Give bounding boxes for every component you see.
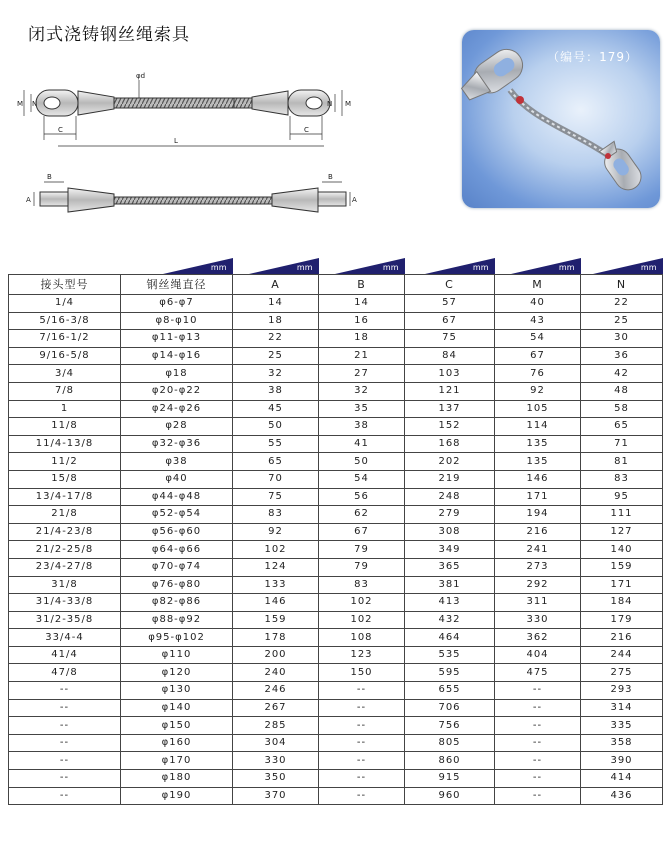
dim-m-right: M [345, 100, 352, 108]
table-cell: φ24-φ26 [121, 400, 233, 418]
table-cell: 18 [233, 312, 319, 330]
table-cell: φ88-φ92 [121, 611, 233, 629]
table-cell: 292 [495, 576, 581, 594]
table-cell: 50 [319, 453, 405, 471]
table-cell: 159 [581, 558, 663, 576]
table-cell: 432 [405, 611, 495, 629]
table-cell: 3/4 [9, 365, 121, 383]
table-cell: 595 [405, 664, 495, 682]
table-cell: 121 [405, 382, 495, 400]
table-cell: -- [495, 717, 581, 735]
table-cell: 1/4 [9, 295, 121, 313]
table-cell: 273 [495, 558, 581, 576]
table-row [9, 664, 663, 682]
table-row [9, 523, 663, 541]
table-cell: -- [319, 770, 405, 788]
table-cell: 67 [405, 312, 495, 330]
table-cell: 960 [405, 787, 495, 805]
dim-c-left: C [58, 126, 63, 134]
table-row [9, 295, 663, 313]
table-cell: φ56-φ60 [121, 523, 233, 541]
table-cell: 21/4-23/8 [9, 523, 121, 541]
table-cell: φ150 [121, 717, 233, 735]
table-cell: φ190 [121, 787, 233, 805]
table-cell: 335 [581, 717, 663, 735]
table-cell: 5/16-3/8 [9, 312, 121, 330]
table-cell: 31/2-35/8 [9, 611, 121, 629]
table-cell: 246 [233, 682, 319, 700]
table-cell: 349 [405, 541, 495, 559]
header-cell: A [233, 275, 319, 295]
table-cell: 92 [495, 382, 581, 400]
table-cell: φ11-φ13 [121, 330, 233, 348]
table-cell: 241 [495, 541, 581, 559]
table-cell: 248 [405, 488, 495, 506]
dim-n-left: N [32, 100, 38, 108]
dim-m-left: M [17, 100, 24, 108]
table-cell: φ140 [121, 699, 233, 717]
dim-a-left: A [26, 196, 31, 204]
dim-a-right: A [352, 196, 357, 204]
table-cell: 95 [581, 488, 663, 506]
page-title: 闭式浇铸钢丝绳索具 [28, 25, 190, 45]
table-cell: 56 [319, 488, 405, 506]
table-cell: 42 [581, 365, 663, 383]
table-cell: -- [9, 752, 121, 770]
table-cell: 18 [319, 330, 405, 348]
table-row [9, 699, 663, 717]
spec-table [8, 256, 663, 805]
table-cell: 304 [233, 734, 319, 752]
table-cell: 83 [319, 576, 405, 594]
table-cell: -- [319, 717, 405, 735]
table-cell: 413 [405, 594, 495, 612]
table-cell: φ52-φ54 [121, 506, 233, 524]
table-row [9, 541, 663, 559]
table-cell: 330 [495, 611, 581, 629]
table-cell: 370 [233, 787, 319, 805]
table-cell: -- [9, 682, 121, 700]
dim-l: L [174, 137, 178, 145]
table-cell: -- [319, 682, 405, 700]
table-cell: 62 [319, 506, 405, 524]
table-row [9, 770, 663, 788]
table-cell: -- [9, 717, 121, 735]
table-cell: -- [319, 787, 405, 805]
table-row [9, 365, 663, 383]
table-cell: 92 [233, 523, 319, 541]
table-row [9, 347, 663, 365]
table-cell: 330 [233, 752, 319, 770]
table-cell: 114 [495, 418, 581, 436]
table-cell: -- [9, 734, 121, 752]
table-cell: φ20-φ22 [121, 382, 233, 400]
table-cell: 133 [233, 576, 319, 594]
table-cell: φ70-φ74 [121, 558, 233, 576]
table-header-row [9, 275, 663, 295]
table-cell: φ130 [121, 682, 233, 700]
table-cell: 48 [581, 382, 663, 400]
table-cell: 35 [319, 400, 405, 418]
table-cell: 40 [495, 295, 581, 313]
table-cell: φ40 [121, 470, 233, 488]
table-cell: 41 [319, 435, 405, 453]
table-cell: φ180 [121, 770, 233, 788]
table-cell: 381 [405, 576, 495, 594]
table-cell: 70 [233, 470, 319, 488]
table-cell: 25 [581, 312, 663, 330]
table-cell: 11/8 [9, 418, 121, 436]
table-cell: 22 [233, 330, 319, 348]
table-cell: 756 [405, 717, 495, 735]
table-cell: 314 [581, 699, 663, 717]
table-cell: 54 [495, 330, 581, 348]
table-cell: 79 [319, 558, 405, 576]
table-cell: 168 [405, 435, 495, 453]
table-cell: 21/8 [9, 506, 121, 524]
table-cell: 57 [405, 295, 495, 313]
table-cell: 79 [319, 541, 405, 559]
table-cell: 50 [233, 418, 319, 436]
table-cell: 216 [495, 523, 581, 541]
dim-c-right: C [304, 126, 309, 134]
table-cell: 706 [405, 699, 495, 717]
table-cell: 159 [233, 611, 319, 629]
table-row [9, 506, 663, 524]
table-cell: 860 [405, 752, 495, 770]
table-cell: 535 [405, 646, 495, 664]
table-cell: -- [319, 734, 405, 752]
table-cell: 38 [319, 418, 405, 436]
table-row [9, 453, 663, 471]
table-cell: 31/8 [9, 576, 121, 594]
table-cell: 23/4-27/8 [9, 558, 121, 576]
table-cell: 58 [581, 400, 663, 418]
unit-label: mm [382, 263, 399, 272]
table-cell: 47/8 [9, 664, 121, 682]
table-cell: 805 [405, 734, 495, 752]
table-row [9, 576, 663, 594]
table-cell: 25 [233, 347, 319, 365]
table-row [9, 752, 663, 770]
table-cell: 75 [405, 330, 495, 348]
table-row [9, 312, 663, 330]
table-cell: -- [319, 752, 405, 770]
table-cell: 200 [233, 646, 319, 664]
table-cell: 240 [233, 664, 319, 682]
table-cell: 279 [405, 506, 495, 524]
table-cell: 184 [581, 594, 663, 612]
table-cell: 390 [581, 752, 663, 770]
table-cell: 202 [405, 453, 495, 471]
table-cell: 285 [233, 717, 319, 735]
table-cell: 15/8 [9, 470, 121, 488]
table-cell: 83 [233, 506, 319, 524]
unit-label: mm [210, 263, 227, 272]
unit-label: mm [472, 263, 489, 272]
table-cell: -- [495, 699, 581, 717]
table-cell: φ14-φ16 [121, 347, 233, 365]
table-cell: 171 [581, 576, 663, 594]
table-cell: 308 [405, 523, 495, 541]
table-cell: 179 [581, 611, 663, 629]
table-row [9, 682, 663, 700]
unit-label: mm [296, 263, 313, 272]
unit-row [9, 256, 663, 275]
table-cell: 293 [581, 682, 663, 700]
table-cell: 30 [581, 330, 663, 348]
top-view [36, 90, 333, 116]
table-cell: 21 [319, 347, 405, 365]
table-cell: φ76-φ80 [121, 576, 233, 594]
table-cell: 32 [319, 382, 405, 400]
table-cell: 16 [319, 312, 405, 330]
table-cell: φ44-φ48 [121, 488, 233, 506]
table-cell: 150 [319, 664, 405, 682]
table-cell: 102 [233, 541, 319, 559]
table-cell: -- [495, 770, 581, 788]
header-cell: N [581, 275, 663, 295]
table-cell: φ32-φ36 [121, 435, 233, 453]
table-cell: 146 [233, 594, 319, 612]
table-cell: 127 [581, 523, 663, 541]
table-cell: 14 [319, 295, 405, 313]
table-cell: 22 [581, 295, 663, 313]
photo-code: （编号：179） [547, 50, 638, 64]
socket-drawing [14, 64, 357, 224]
table-cell: 9/16-5/8 [9, 347, 121, 365]
table-cell: 76 [495, 365, 581, 383]
table-cell: 1 [9, 400, 121, 418]
table-cell: -- [9, 770, 121, 788]
table-cell: -- [9, 699, 121, 717]
table-cell: 404 [495, 646, 581, 664]
table-row [9, 330, 663, 348]
header-cell: M [495, 275, 581, 295]
table-cell: 67 [495, 347, 581, 365]
table-row [9, 382, 663, 400]
table-row [9, 488, 663, 506]
table-cell: 124 [233, 558, 319, 576]
table-cell: 102 [319, 611, 405, 629]
unit-label: mm [558, 263, 575, 272]
header-cell: 钢丝绳直径 [121, 275, 233, 295]
table-cell: 7/16-1/2 [9, 330, 121, 348]
table-row [9, 594, 663, 612]
table-row [9, 717, 663, 735]
table-cell: 32 [233, 365, 319, 383]
table-cell: 38 [233, 382, 319, 400]
table-cell: φ95-φ102 [121, 629, 233, 647]
table-cell: -- [319, 699, 405, 717]
table-cell: 275 [581, 664, 663, 682]
table-cell: 108 [319, 629, 405, 647]
table-cell: 55 [233, 435, 319, 453]
table-row [9, 646, 663, 664]
table-cell: 103 [405, 365, 495, 383]
dim-n-right: N [327, 100, 333, 108]
table-cell: 267 [233, 699, 319, 717]
table-cell: 464 [405, 629, 495, 647]
table-cell: 123 [319, 646, 405, 664]
table-cell: φ18 [121, 365, 233, 383]
header-cell: C [405, 275, 495, 295]
table-cell: 7/8 [9, 382, 121, 400]
table-cell: φ110 [121, 646, 233, 664]
table-cell: φ8-φ10 [121, 312, 233, 330]
table-cell: 362 [495, 629, 581, 647]
table-row [9, 734, 663, 752]
unit-label: mm [640, 263, 657, 272]
table-cell: 43 [495, 312, 581, 330]
dim-d: φd [136, 72, 146, 80]
table-cell: 65 [581, 418, 663, 436]
product-photo [462, 30, 660, 208]
table-cell: 135 [495, 453, 581, 471]
table-row [9, 435, 663, 453]
table-cell: 140 [581, 541, 663, 559]
table-cell: 311 [495, 594, 581, 612]
table-cell: 216 [581, 629, 663, 647]
table-cell: 71 [581, 435, 663, 453]
table-cell: 84 [405, 347, 495, 365]
table-cell: 102 [319, 594, 405, 612]
table-cell: φ170 [121, 752, 233, 770]
table-row [9, 400, 663, 418]
table-cell: -- [495, 734, 581, 752]
table-row [9, 629, 663, 647]
table-cell: 111 [581, 506, 663, 524]
table-row [9, 558, 663, 576]
table-cell: 365 [405, 558, 495, 576]
table-row [9, 611, 663, 629]
table-cell: φ82-φ86 [121, 594, 233, 612]
table-row [9, 418, 663, 436]
table-cell: 414 [581, 770, 663, 788]
header-cell: 接头型号 [9, 275, 121, 295]
table-cell: 33/4-4 [9, 629, 121, 647]
table-cell: 105 [495, 400, 581, 418]
table-cell: 67 [319, 523, 405, 541]
table-cell: φ28 [121, 418, 233, 436]
side-view [40, 188, 346, 212]
table-row [9, 787, 663, 805]
table-cell: 83 [581, 470, 663, 488]
table-cell: 194 [495, 506, 581, 524]
table-cell: 655 [405, 682, 495, 700]
table-cell: 915 [405, 770, 495, 788]
table-cell: 358 [581, 734, 663, 752]
table-cell: 31/4-33/8 [9, 594, 121, 612]
table-cell: -- [9, 787, 121, 805]
table-cell: 21/2-25/8 [9, 541, 121, 559]
table-cell: φ6-φ7 [121, 295, 233, 313]
table-cell: 436 [581, 787, 663, 805]
table-cell: 350 [233, 770, 319, 788]
table-cell: 36 [581, 347, 663, 365]
table-cell: 11/4-13/8 [9, 435, 121, 453]
table-row [9, 470, 663, 488]
table-cell: 27 [319, 365, 405, 383]
table-cell: -- [495, 682, 581, 700]
table-cell: -- [495, 787, 581, 805]
table-cell: 54 [319, 470, 405, 488]
table-cell: -- [495, 752, 581, 770]
table-cell: 135 [495, 435, 581, 453]
table-cell: φ64-φ66 [121, 541, 233, 559]
table-cell: φ38 [121, 453, 233, 471]
table-cell: φ120 [121, 664, 233, 682]
table-cell: 475 [495, 664, 581, 682]
table-cell: 219 [405, 470, 495, 488]
table-cell: 11/2 [9, 453, 121, 471]
table-cell: 14 [233, 295, 319, 313]
table-cell: 65 [233, 453, 319, 471]
table-cell: 171 [495, 488, 581, 506]
table-cell: 244 [581, 646, 663, 664]
table-cell: 178 [233, 629, 319, 647]
table-cell: 81 [581, 453, 663, 471]
table-cell: 41/4 [9, 646, 121, 664]
table-cell: 152 [405, 418, 495, 436]
table-cell: 137 [405, 400, 495, 418]
table-cell: 75 [233, 488, 319, 506]
table-cell: 13/4-17/8 [9, 488, 121, 506]
table-cell: φ160 [121, 734, 233, 752]
table-cell: 45 [233, 400, 319, 418]
dim-b-left: B [47, 173, 52, 181]
table-cell: 146 [495, 470, 581, 488]
header-cell: B [319, 275, 405, 295]
dim-b-right: B [328, 173, 333, 181]
